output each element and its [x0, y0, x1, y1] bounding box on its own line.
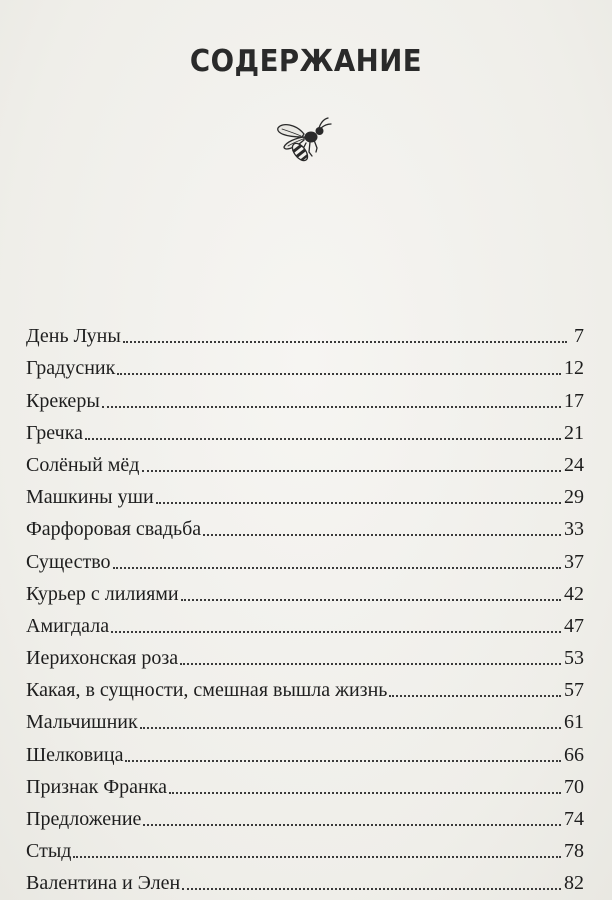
toc-entry-title: День Луны [26, 325, 121, 348]
toc-entry-title: Стыд [26, 840, 72, 863]
toc-entry [26, 346, 584, 378]
toc-entry [26, 797, 584, 829]
toc-entry-page-number: 29 [564, 486, 584, 509]
toc-entry-title: Шелковица [26, 743, 124, 766]
dot-leader [125, 760, 561, 762]
toc-entry-page-number: 7 [574, 325, 584, 348]
dot-leader [123, 341, 567, 343]
dot-leader [181, 599, 561, 601]
toc-entry [26, 507, 584, 539]
toc-entry-page-number: 78 [564, 840, 584, 863]
bee-icon [274, 110, 336, 172]
toc-entry-page-number: 21 [564, 421, 584, 444]
dot-leader [85, 438, 561, 440]
toc-entry-page-number: 70 [564, 775, 584, 798]
toc-entry-page-number: 82 [564, 872, 584, 895]
toc-entry-page-number: 53 [564, 647, 584, 670]
toc-entry-title: Фарфоровая свадьба [26, 518, 202, 541]
toc-entry-title: Валентина и Элен [26, 872, 181, 895]
toc-entry [26, 604, 584, 636]
toc-entry [26, 732, 584, 764]
dot-leader [142, 470, 562, 472]
toc-entry-page-number: 42 [564, 582, 584, 605]
toc-entry-page-number: 37 [564, 550, 584, 573]
dot-leader [169, 792, 561, 794]
page-title: СОДЕРЖАНИЕ [189, 44, 423, 79]
toc-entry-title: Признак Франка [26, 775, 168, 798]
toc-entry [26, 378, 584, 410]
toc-entry-page-number: 33 [564, 518, 584, 541]
toc-entry [26, 700, 584, 732]
dot-leader [117, 373, 561, 375]
toc-entry-title: Градусник [26, 357, 116, 380]
toc-entry [26, 314, 584, 346]
dot-leader [102, 406, 561, 408]
dot-leader [143, 824, 561, 826]
table-of-contents [26, 314, 584, 893]
toc-entry [26, 861, 584, 893]
toc-entry [26, 411, 584, 443]
dot-leader [111, 631, 561, 633]
dot-leader [73, 856, 561, 858]
toc-entry-title: Предложение [26, 808, 142, 830]
toc-entry-title: Какая, в сущности, смешная вышла жизнь [26, 679, 388, 702]
dot-leader [203, 534, 561, 536]
toc-entry-title: Иерихонская роза [26, 647, 179, 670]
toc-entry [26, 539, 584, 571]
toc-entry-title: Крекеры [26, 389, 100, 412]
dot-leader [113, 567, 561, 569]
toc-entry [26, 475, 584, 507]
toc-entry-title: Машкины уши [26, 486, 154, 509]
toc-entry-title: Гречка [26, 421, 84, 444]
toc-entry-title: Курьер с лилиями [26, 582, 179, 605]
dot-leader [182, 888, 561, 890]
toc-entry-page-number: 61 [564, 711, 584, 734]
toc-entry-title: Мальчишник [26, 711, 138, 734]
dot-leader [140, 727, 561, 729]
toc-entry-page-number: 17 [564, 389, 584, 412]
dot-leader [180, 663, 561, 665]
toc-entry-page-number: 12 [564, 357, 584, 380]
toc-entry [26, 572, 584, 604]
toc-entry-page-number: 66 [564, 743, 584, 766]
toc-entry [26, 668, 584, 700]
toc-entry [26, 765, 584, 797]
toc-entry-page-number: 57 [564, 679, 584, 702]
toc-entry-title: Существо [26, 550, 111, 573]
toc-entry [26, 829, 584, 861]
toc-entry-page-number: 74 [564, 808, 584, 830]
toc-entry-page-number: 24 [564, 453, 584, 476]
toc-entry-title: Амигдала [26, 614, 110, 637]
toc-entry-title: Солёный мёд [26, 453, 140, 476]
dot-leader [389, 695, 561, 697]
toc-entry [26, 443, 584, 475]
toc-entry [26, 636, 584, 668]
dot-leader [156, 502, 561, 504]
toc-entry-page-number: 47 [564, 614, 584, 637]
